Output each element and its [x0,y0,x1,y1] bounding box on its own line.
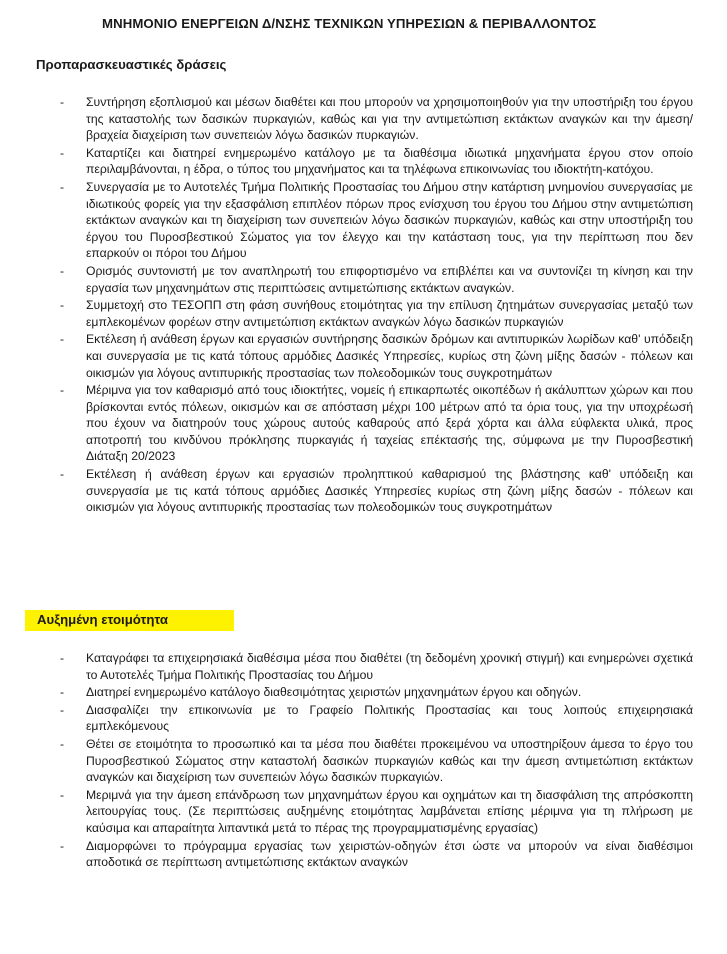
list-item-text: Εκτέλεση ή ανάθεση έργων και εργασιών προληπτικού καθαρισμού της βλάστησης καθ' υπόδειξη και συνεργασία με τις κατά τόπους αρμόδιες Δασικές Υπηρεσίες κυρίως στη ζώνη μίξης δασών - πόλεων και οικισμών για λόγους αντιπυρικής προστασίας των πολεοδομικών τους συγκροτημάτων [86,467,693,515]
bullet-dash: - [60,787,65,802]
list-item [0,179,727,262]
list-item [0,650,727,683]
bullet-dash: - [60,383,65,398]
bullet-dash: - [60,736,65,751]
bullet-dash: - [60,179,65,194]
list-item [0,787,727,837]
document-title: ΜΝΗΜΟΝΙΟ ΕΝΕΡΓΕΙΩΝ Δ/ΝΣΗΣ ΤΕΧΝΙΚΩΝ ΥΠΗΡΕΣΙΩΝ & ΠΕΡΙΒΑΛΛΟΝΤΟΣ [102,16,597,31]
list-item [0,297,727,330]
list-item-text: Διαμορφώνει το πρόγραμμα εργασίας των χειριστών-οδηγών έτσι ώστε να μπορούν να είναι διαθέσιμοι αποδοτικά σε περίπτωση αντιμετώπισης εκτάκτων αναγκών [86,838,693,870]
list-item-text: Εκτέλεση ή ανάθεση έργων και εργασιών συντήρησης δασικών δρόμων και αντιπυρικών λωρίδων καθ' υπόδειξη και συνεργασία με τις κατά τόπους αρμόδιες Δασικές Υπηρεσίες, κυρίως στη ζώνη μίξης δασών - πόλεων και οικισμών για λόγους αντιπυρικής προστασίας των πολεοδομικών τους συγκροτημάτων [86,332,693,380]
bullet-dash: - [60,263,65,278]
list-item [0,684,727,701]
list-item [0,145,727,178]
list-item-text: Συμμετοχή στο ΤΕΣΟΠΠ στη φάση συνήθους ετοιμότητας για την επίλυση ζητημάτων συνεργασίας μεταξύ των εμπλεκομένων φορέων στην αντιμετώπιση εκτάκτων αναγκών λόγω δασικών πυρκαγιών [86,298,693,329]
bullet-dash: - [60,332,65,347]
list-item-text: Ορισμός συντονιστή με τον αναπληρωτή του επιφορτισμένο να επιβλέπει και να συντονίζει τη κίνηση και την εργασία των μηχανημάτων στις περιπτώσεις αντιμετώπισης εκτάκτων αναγκών. [86,263,693,295]
section-heading-increased-readiness: Αυξημένη ετοιμότητα [37,612,169,627]
list-item-text: Μεριμνά για την άμεση επάνδρωση των μηχανημάτων έργου και οχημάτων και τη διασφάλιση της απρόσκοπτη λειτουργίας τους. (Σε περιπτώσεις αυξημένης ετοιμότητας λαμβάνεται επίσης μέριμνα για τη πλήρωση με καύσιμα και απαραίτητα λιπαντικά μετά το πέρας της προγραμματισμένης εργασίας) [86,787,693,835]
list-item-text: Συντήρηση εξοπλισμού και μέσων διαθέτει και που μπορούν να χρησιμοποιηθούν για την υποστήριξη του έργου της καταστολής των δασικών πυρκαγιών, καθώς και για την αντιμετώπιση εκτάκτων αναγκών και την άμεση/βραχεία διαχείριση των συνεπειών λόγω δασικών πυρκαγιών. [86,95,693,143]
increased-readiness-list [0,650,727,872]
list-item [0,263,727,296]
list-item [0,94,727,144]
bullet-dash: - [60,685,65,700]
bullet-dash: - [60,702,65,717]
list-item [0,331,727,381]
list-item-text: Μέριμνα για τον καθαρισμό από τους ιδιοκτήτες, νομείς ή επικαρπωτές οικοπέδων ή ακάλυπτων χώρων και που βρίσκονται εντός πόλεων, οικισμών και σε απόσταση μέχρι 100 μέτρων από τα όρια τους, για την υποχρέωσή που έχουν να διατηρούν τους χώρους αυτούς καθαρούς από ξερά χόρτα και άλλα εύφλεκτα υλικά, προς αποτροπή του κινδύνου πρόκλησης πυρκαγιάς ή ταχείας επέκτασής της, σύμφωνα με την Πυροσβεστική Διάταξη 20/2023 [86,383,693,464]
bullet-dash: - [60,467,65,482]
bullet-dash: - [60,298,65,313]
list-item-text: Διατηρεί ενημερωμένο κατάλογο διαθεσιμότητας χειριστών μηχανημάτων έργου και οδηγών. [86,685,582,700]
bullet-dash: - [60,838,65,853]
list-item [0,382,727,465]
list-item-text: Συνεργασία με το Αυτοτελές Τμήμα Πολιτικής Προστασίας του Δήμου στην κατάρτιση μνημονίου συνεργασίας με ιδιωτικούς φορείς για την εξασφάλιση επιπλέον πόρων προς ενίσχυση του έργου του Δήμου στην αντιμετώπιση εκτάκτων αναγκών και τη διαχείριση των συνεπειών λόγω δασικών πυρκαγιών, καθώς και στην υποστήριξη του έργου του Πυροσβεστικού Σώματος για τον έλεγχο και την κατάσταση τους, για την περίπτωση που δεν επαρκούν οι πόροι του Δήμου [86,179,693,261]
bullet-dash: - [60,651,65,665]
bullet-dash: - [60,95,65,109]
list-item-text: Καταγράφει τα επιχειρησιακά διαθέσιμα μέσα που διαθέτει (τη δεδομένη χρονική στιγμή) και ενημερώνει σχετικά το Αυτοτελές Τμήμα Πολιτικής Προστασίας του Δήμου [86,651,693,682]
list-item [0,838,727,871]
list-item-text: Διασφαλίζει την επικοινωνία με το Γραφείο Πολιτικής Προστασίας και τους λοιπούς επιχειρησιακά εμπλεκόμενους [86,702,693,734]
list-item-text: Θέτει σε ετοιμότητα το προσωπικό και τα μέσα που διαθέτει προκειμένου να υποστηρίξουν άμεσα το έργο του Πυροσβεστικού Σώματος στην καταστολή δασικών πυρκαγιών καθώς και την άμεση αντιμετώπιση εκτάκτων αναγκών και διαχείριση των συνεπειών λόγω δασικών πυρκαγιών. [86,736,693,785]
list-item [0,736,727,786]
list-item [0,466,727,516]
preparatory-actions-list [0,94,727,517]
list-item-text: Καταρτίζει και διατηρεί ενημερωμένο κατάλογο με τα διαθέσιμα ιδιωτικά μηχανήματα έργου στον οποίο περιλαμβάνονται, η έδρα, ο τύπος του μηχανήματος και τα τηλέφωνα επικοινωνίας του ιδιοκτήτη-κατόχου. [86,145,693,177]
section-heading-preparatory: Προπαρασκευαστικές δράσεις [36,57,227,72]
bullet-dash: - [60,145,65,160]
list-item [0,702,727,735]
